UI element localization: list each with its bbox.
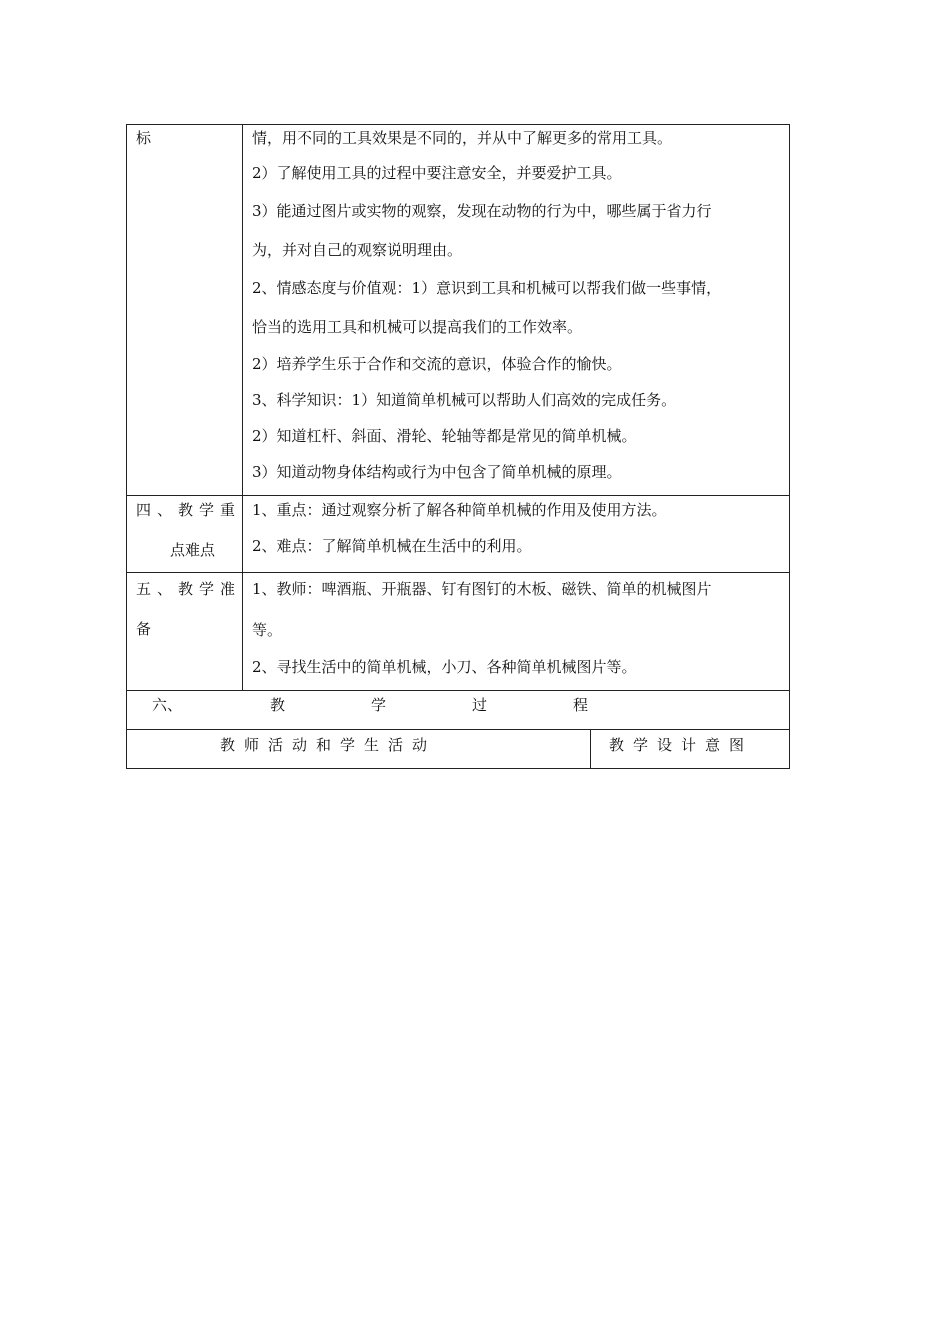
key-points-label-line2: 点难点: [170, 541, 216, 559]
preparation-line: 2、寻找生活中的简单机械，小刀、各种简单机械图片等。: [252, 658, 637, 676]
process-title-char: 教: [270, 696, 286, 714]
goals-line: 3、科学知识：1）知道简单机械可以帮助人们高效的完成任务。: [252, 391, 677, 409]
goals-line: 3）能通过图片或实物的观察，发现在动物的行为中，哪些属于省力行: [252, 202, 712, 220]
label-column-divider: [242, 124, 243, 691]
key-points-line: 2、难点：了解简单机械在生活中的利用。: [252, 537, 532, 555]
goals-line: 2）培养学生乐于合作和交流的意识，体验合作的愉快。: [252, 355, 622, 373]
preparation-label-line1: 五、教学准: [136, 580, 242, 598]
goals-line: 恰当的选用工具和机械可以提高我们的工作效率。: [252, 318, 583, 336]
row-divider-process: [126, 729, 790, 730]
row-divider-preparation: [126, 690, 790, 691]
goals-line: 3）知道动物身体结构或行为中包含了简单机械的原理。: [252, 463, 622, 481]
row-divider-goals: [126, 495, 790, 496]
process-title-char: 程: [572, 696, 588, 714]
preparation-line: 1、教师：啤酒瓶、开瓶器、钉有图钉的木板、磁铁、简单的机械图片: [252, 580, 712, 598]
goals-line: 2）了解使用工具的过程中要注意安全，并要爱护工具。: [252, 164, 622, 182]
goals-label: 标: [136, 129, 152, 147]
goals-line: 为，并对自己的观察说明理由。: [252, 241, 463, 259]
row-divider-key-points: [126, 572, 790, 573]
process-title: [270, 695, 588, 715]
preparation-line: 等。: [252, 621, 283, 639]
goals-line: 2）知道杠杆、斜面、滑轮、轮轴等都是常见的简单机械。: [252, 427, 637, 445]
preparation-label-line2: 备: [136, 620, 152, 638]
key-points-label-line1: 四、教学重: [136, 501, 242, 519]
process-label: 六、: [152, 696, 183, 714]
key-points-line: 1、重点：通过观察分析了解各种简单机械的作用及使用方法。: [252, 501, 667, 519]
goals-line: 情，用不同的工具效果是不同的，并从中了解更多的常用工具。: [252, 129, 673, 147]
activities-column-header: 教师活动和学生活动: [220, 736, 437, 754]
activity-column-divider: [590, 729, 591, 769]
goals-line: 2、情感态度与价值观：1）意识到工具和机械可以帮我们做一些事情，: [252, 279, 722, 297]
process-title-char: 学: [370, 696, 386, 714]
process-title-char: 过: [471, 696, 487, 714]
design-intent-column-header: 教学设计意图: [609, 736, 754, 754]
